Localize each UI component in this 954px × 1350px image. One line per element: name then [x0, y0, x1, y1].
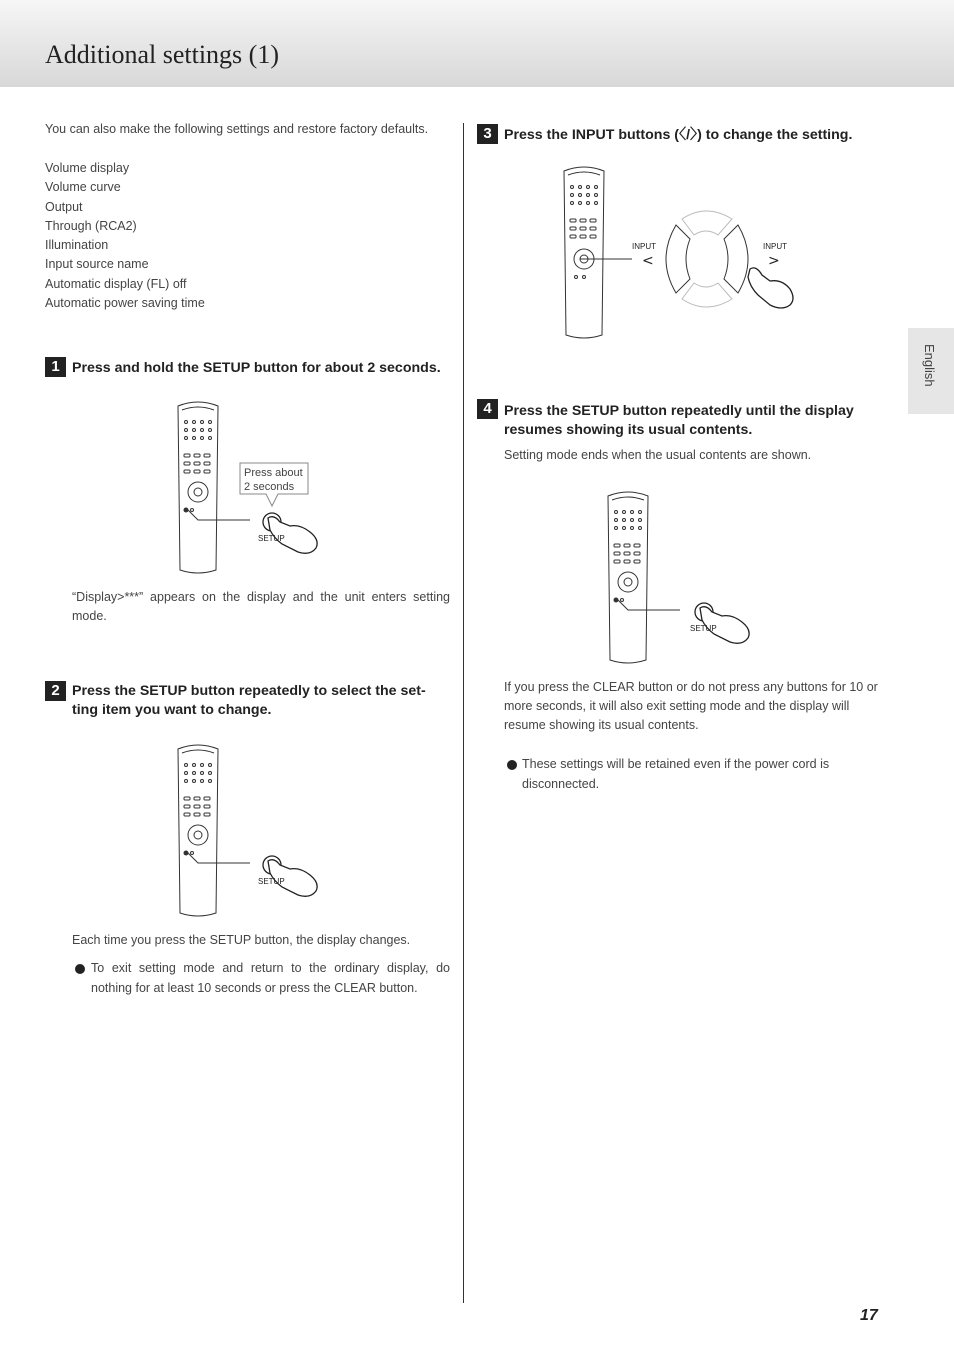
settings-list-item: Input source name	[45, 257, 149, 272]
step-2-note: Each time you press the SETUP button, the display changes.	[72, 933, 411, 947]
page-number: 17	[860, 1307, 878, 1324]
bullet-text: These settings will be retained even if the power cord is disconnected.	[522, 757, 830, 791]
input-left-label: INPUT	[632, 242, 656, 251]
remote-input-illustration	[556, 163, 806, 348]
step-number: 1	[45, 357, 66, 377]
dpad-icon	[666, 211, 748, 307]
step-title-line-2: ting item you want to change.	[72, 702, 272, 718]
callout-line-1: Press about	[244, 467, 303, 479]
bullet-icon	[507, 760, 517, 770]
step-number: 2	[45, 681, 66, 701]
step-title-line-2: resumes showing its usual contents.	[504, 422, 753, 438]
remote-control-icon	[608, 492, 648, 663]
language-tab-label: English	[922, 344, 937, 387]
step-title-line-1: Press the SETUP button repeatedly to select the set-	[72, 683, 426, 699]
remote-setup-illustration-2	[170, 741, 330, 921]
settings-list-item: Output	[45, 199, 83, 214]
settings-list-item: Automatic display (FL) off	[45, 276, 187, 291]
language-tab	[908, 328, 954, 414]
settings-list	[45, 159, 205, 313]
settings-list-item: Volume display	[45, 161, 130, 175]
left-arrow-icon: <	[642, 253, 654, 269]
step-title: Press the INPUT buttons (〈/〉) to change the setting.	[504, 127, 853, 143]
step-1-note: “Display>***” appears on the display and the unit enters setting mode.	[72, 590, 450, 623]
settings-list-item: Through (RCA2)	[45, 218, 137, 233]
step-2-bullet	[75, 959, 450, 998]
step-number: 3	[477, 124, 498, 144]
bullet-text: To exit setting mode and return to the ordinary display, do nothing for at least 10 seconds or press the CLEAR button.	[91, 961, 450, 995]
bullet-icon	[75, 964, 85, 974]
page-header	[0, 0, 954, 87]
step-4-note: If you press the CLEAR button or do not press any buttons for 10 or more seconds, it will also exit setting mode and the display will resume showing its usual contents.	[504, 680, 878, 732]
step-4-bullet	[507, 755, 847, 794]
page-title: Additional settings (1)	[45, 40, 279, 69]
input-right-label: INPUT	[763, 242, 787, 251]
column-divider	[463, 123, 464, 1303]
remote-control-icon	[178, 745, 218, 916]
settings-list-item: Automatic power saving time	[45, 296, 205, 311]
settings-list-item: Illumination	[45, 238, 109, 253]
remote-control-icon	[178, 402, 218, 573]
remote-setup-illustration-1	[170, 398, 330, 578]
remote-control-icon	[564, 167, 604, 338]
settings-list-item: Volume curve	[45, 180, 121, 195]
step-title-line-1: Press the SETUP button repeatedly until the display	[504, 403, 854, 419]
setup-button-label: SETUP	[258, 534, 285, 543]
intro-text: You can also make the following settings and restore factory defaults.	[45, 122, 429, 136]
pointing-hand-icon	[748, 268, 793, 308]
step-4-subtitle: Setting mode ends when the usual contents are shown.	[504, 448, 812, 462]
remote-setup-illustration-3	[600, 488, 760, 668]
setup-button-label: SETUP	[258, 877, 285, 886]
callout-line-2: 2 seconds	[244, 481, 295, 493]
setup-button-label: SETUP	[690, 624, 717, 633]
step-number: 4	[477, 399, 498, 419]
step-title: Press and hold the SETUP button for about 2 seconds.	[72, 360, 441, 376]
right-arrow-icon: >	[768, 253, 780, 269]
